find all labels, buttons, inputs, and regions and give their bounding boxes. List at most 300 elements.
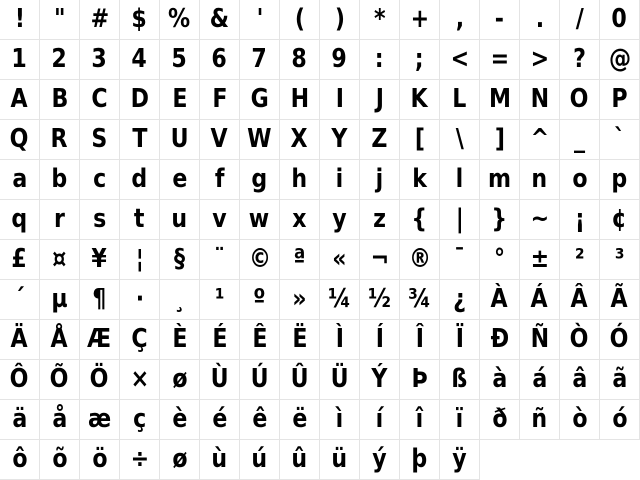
glyph-cell[interactable] [400,160,440,200]
glyph: ¶ [92,284,107,314]
glyph-cell[interactable] [40,160,80,200]
glyph-cell[interactable] [600,280,640,320]
glyph-cell[interactable] [200,80,240,120]
glyph-cell[interactable] [320,240,360,280]
glyph-cell[interactable] [600,400,640,440]
glyph: ¨ [213,244,226,274]
glyph: r [54,204,65,234]
glyph: á [532,364,547,394]
glyph: \ [455,124,464,154]
glyph: N [530,84,549,114]
glyph: ð [491,404,508,434]
glyph-cell[interactable] [480,400,520,440]
glyph: ¦ [135,244,144,274]
glyph-cell[interactable] [480,200,520,240]
glyph-cell[interactable] [80,0,120,40]
glyph-cell[interactable] [40,400,80,440]
glyph-cell[interactable] [280,200,320,240]
glyph-cell[interactable] [320,120,360,160]
glyph: Ö [90,364,109,394]
glyph: J [375,84,384,114]
glyph: 2 [51,44,68,74]
glyph-cell[interactable] [360,40,400,80]
glyph-cell[interactable] [160,240,200,280]
glyph-cell[interactable] [160,200,200,240]
glyph-cell[interactable] [600,320,640,360]
glyph-cell[interactable] [280,280,320,320]
glyph-cell[interactable] [400,360,440,400]
glyph-cell[interactable] [80,40,120,80]
glyph: 1 [11,44,28,74]
glyph: ( [294,4,305,34]
glyph: 8 [291,44,308,74]
glyph-cell[interactable] [200,400,240,440]
glyph-cell[interactable] [400,440,440,480]
glyph-cell[interactable] [560,320,600,360]
glyph-cell[interactable] [120,320,160,360]
glyph: L [452,84,467,114]
glyph-cell[interactable] [400,0,440,40]
glyph: ³ [614,244,625,274]
glyph: * [373,4,386,34]
glyph-cell[interactable] [440,240,480,280]
glyph: ï [455,404,464,434]
glyph-cell[interactable] [120,120,160,160]
glyph: û [291,444,308,474]
glyph: Û [290,364,309,394]
glyph: « [332,244,347,274]
glyph: K [410,84,429,114]
glyph: / [575,4,584,34]
glyph-cell[interactable] [200,440,240,480]
glyph-cell[interactable] [600,80,640,120]
glyph-cell[interactable] [480,160,520,200]
glyph-cell[interactable] [120,160,160,200]
glyph-cell[interactable] [80,280,120,320]
glyph-cell[interactable] [120,440,160,480]
glyph: µ [51,284,68,314]
glyph-cell[interactable] [80,320,120,360]
glyph: Ó [610,324,629,354]
glyph-cell[interactable] [320,280,360,320]
glyph: × [130,364,149,394]
glyph: h [291,164,308,194]
glyph-cell[interactable] [240,120,280,160]
glyph: Ð [490,324,509,354]
glyph-cell[interactable] [560,400,600,440]
glyph-cell[interactable] [0,160,40,200]
glyph-cell[interactable] [480,0,520,40]
glyph-cell[interactable] [240,80,280,120]
glyph: } [491,204,508,234]
glyph-cell[interactable] [240,40,280,80]
glyph: ª [293,244,306,274]
glyph: ? [573,44,586,74]
glyph-cell[interactable] [280,320,320,360]
glyph-cell[interactable] [280,120,320,160]
glyph: z [373,204,386,234]
glyph-cell[interactable] [320,0,360,40]
glyph-cell[interactable] [560,120,600,160]
glyph: Ú [250,364,269,394]
glyph-cell[interactable] [240,400,280,440]
glyph-cell[interactable] [480,120,520,160]
glyph: ° [493,244,506,274]
glyph: b [51,164,68,194]
glyph: + [410,4,429,34]
glyph-cell[interactable] [440,80,480,120]
glyph: ù [211,444,228,474]
glyph: þ [411,444,428,474]
glyph-cell[interactable] [120,400,160,440]
glyph-cell[interactable] [200,280,240,320]
glyph-cell[interactable] [200,160,240,200]
glyph-cell[interactable] [0,40,40,80]
glyph: 6 [211,44,228,74]
glyph-cell[interactable] [560,80,600,120]
glyph: P [611,84,628,114]
glyph-cell[interactable] [600,160,640,200]
glyph-cell[interactable] [200,360,240,400]
glyph: ý [372,444,387,474]
glyph: - [494,4,505,34]
glyph-cell[interactable] [600,240,640,280]
glyph-cell[interactable] [240,0,280,40]
glyph: Ò [570,324,589,354]
glyph-cell[interactable] [160,0,200,40]
glyph-cell[interactable] [200,320,240,360]
glyph-cell[interactable] [400,80,440,120]
glyph-cell[interactable] [400,120,440,160]
glyph: ñ [531,404,548,434]
glyph-cell[interactable] [0,240,40,280]
glyph-cell[interactable] [320,200,360,240]
glyph: » [292,284,307,314]
glyph: f [214,164,225,194]
glyph-cell[interactable] [280,80,320,120]
glyph: ß [451,364,468,394]
glyph-cell[interactable] [40,0,80,40]
glyph-cell[interactable] [400,240,440,280]
glyph-cell[interactable] [120,0,160,40]
glyph-cell[interactable] [600,200,640,240]
glyph: w [249,204,270,234]
glyph: Ý [371,364,388,394]
glyph-cell[interactable] [160,80,200,120]
glyph-cell[interactable] [440,0,480,40]
glyph-cell[interactable] [0,320,40,360]
glyph-cell[interactable] [440,320,480,360]
glyph: Y [331,124,348,154]
glyph: Ê [251,324,268,354]
glyph: ÷ [130,444,149,474]
glyph-cell[interactable] [520,80,560,120]
glyph-cell[interactable] [240,440,280,480]
glyph-cell[interactable] [560,360,600,400]
glyph-cell[interactable] [240,240,280,280]
glyph-cell[interactable] [160,160,200,200]
glyph-cell[interactable] [440,120,480,160]
glyph-cell[interactable] [360,280,400,320]
glyph-cell[interactable] [360,360,400,400]
glyph-cell[interactable] [520,320,560,360]
glyph-cell[interactable] [360,80,400,120]
glyph: I [335,84,344,114]
glyph-cell[interactable] [520,40,560,80]
glyph: î [415,404,424,434]
glyph: 3 [91,44,108,74]
glyph: Ì [335,324,344,354]
glyph-cell[interactable] [0,200,40,240]
glyph-cell[interactable] [440,280,480,320]
glyph-cell[interactable] [80,200,120,240]
glyph: ´ [13,284,26,314]
glyph: | [455,204,464,234]
glyph-cell[interactable] [40,80,80,120]
glyph-cell[interactable] [520,200,560,240]
glyph: % [168,4,191,34]
glyph-cell[interactable] [360,240,400,280]
glyph-cell[interactable] [200,0,240,40]
glyph: O [570,84,589,114]
glyph: Ï [455,324,464,354]
glyph: 7 [251,44,268,74]
glyph-cell[interactable] [160,40,200,80]
glyph: E [171,84,188,114]
glyph-cell[interactable] [40,360,80,400]
glyph-cell[interactable] [600,360,640,400]
glyph-cell[interactable] [120,40,160,80]
glyph: £ [11,244,28,274]
glyph: ë [291,404,307,434]
glyph-cell[interactable] [0,440,40,480]
glyph-cell[interactable] [520,160,560,200]
glyph: 9 [331,44,348,74]
glyph: _ [573,124,586,154]
glyph: ® [408,244,431,274]
glyph-cell[interactable] [40,440,80,480]
glyph-cell[interactable] [160,120,200,160]
glyph-cell[interactable] [240,160,280,200]
glyph-cell[interactable] [400,40,440,80]
glyph-cell[interactable] [320,440,360,480]
glyph-cell[interactable] [280,40,320,80]
glyph: ¾ [408,284,431,314]
glyph-cell[interactable] [200,40,240,80]
glyph-cell[interactable] [480,280,520,320]
glyph: ¢ [611,204,628,234]
glyph: ) [334,4,345,34]
glyph-cell[interactable] [40,320,80,360]
glyph-cell[interactable] [120,80,160,120]
glyph: Æ [87,324,112,354]
glyph-cell[interactable] [520,360,560,400]
glyph-cell[interactable] [120,360,160,400]
glyph: a [12,164,27,194]
glyph-cell[interactable] [520,120,560,160]
glyph-cell[interactable] [240,320,280,360]
glyph: ¹ [214,284,225,314]
glyph-cell[interactable] [160,360,200,400]
glyph: É [211,324,228,354]
glyph: Á [530,284,549,314]
glyph-cell[interactable] [560,280,600,320]
glyph: § [173,244,186,274]
glyph-cell[interactable] [400,320,440,360]
glyph-cell[interactable] [600,40,640,80]
glyph-cell[interactable] [280,240,320,280]
glyph-cell[interactable] [560,240,600,280]
glyph-cell[interactable] [0,280,40,320]
glyph: n [531,164,548,194]
glyph-cell[interactable] [600,120,640,160]
glyph-cell[interactable] [120,280,160,320]
glyph-cell[interactable] [240,280,280,320]
glyph-cell[interactable] [600,0,640,40]
glyph-cell[interactable] [160,400,200,440]
glyph-cell[interactable] [320,360,360,400]
glyph-cell[interactable] [560,40,600,80]
glyph-cell[interactable] [0,0,40,40]
glyph-cell[interactable] [400,400,440,440]
glyph-cell[interactable] [80,120,120,160]
glyph: D [130,84,149,114]
glyph-cell[interactable] [440,40,480,80]
glyph-cell[interactable] [80,240,120,280]
glyph-cell[interactable] [160,280,200,320]
glyph: [ [414,124,425,154]
glyph: $ [131,4,148,34]
glyph: A [10,84,29,114]
glyph-cell[interactable] [0,120,40,160]
glyph-cell[interactable] [80,440,120,480]
glyph-cell[interactable] [360,160,400,200]
glyph: Õ [50,364,69,394]
glyph-cell[interactable] [0,360,40,400]
glyph-cell[interactable] [440,440,480,480]
glyph-cell[interactable] [520,0,560,40]
glyph-cell[interactable] [560,160,600,200]
glyph-cell[interactable] [40,120,80,160]
glyph-cell[interactable] [280,160,320,200]
glyph: â [572,364,587,394]
glyph-cell[interactable] [440,160,480,200]
glyph: p [611,164,628,194]
glyph-cell[interactable] [480,240,520,280]
glyph-cell[interactable] [320,40,360,80]
glyph-cell[interactable] [240,360,280,400]
glyph-cell[interactable] [240,200,280,240]
glyph: U [170,124,189,154]
glyph: l [455,164,464,194]
glyph-cell[interactable] [400,200,440,240]
glyph: x [292,204,307,234]
glyph-cell[interactable] [40,240,80,280]
glyph-cell[interactable] [0,400,40,440]
glyph-cell[interactable] [440,200,480,240]
glyph-cell[interactable] [440,400,480,440]
glyph: @ [608,44,631,74]
glyph-cell[interactable] [280,360,320,400]
glyph-cell[interactable] [160,320,200,360]
glyph-cell[interactable] [480,40,520,80]
glyph: Ë [291,324,308,354]
glyph-cell[interactable] [360,320,400,360]
glyph-cell[interactable] [120,200,160,240]
glyph-cell[interactable] [360,200,400,240]
glyph-cell[interactable] [520,400,560,440]
glyph-cell[interactable] [40,280,80,320]
glyph-cell[interactable] [280,440,320,480]
glyph: ' [256,4,263,34]
glyph-cell[interactable] [0,80,40,120]
empty-cell [560,440,600,480]
glyph-cell[interactable] [560,0,600,40]
glyph-cell[interactable] [560,200,600,240]
glyph-cell[interactable] [200,120,240,160]
glyph-cell[interactable] [280,0,320,40]
empty-cell [480,440,520,480]
glyph-cell[interactable] [80,80,120,120]
glyph-cell[interactable] [80,160,120,200]
glyph-cell[interactable] [320,400,360,440]
glyph-cell[interactable] [480,360,520,400]
glyph-cell[interactable] [400,280,440,320]
glyph: 0 [611,4,628,34]
glyph: ÿ [452,444,467,474]
glyph-cell[interactable] [80,400,120,440]
glyph: ø [171,444,188,474]
glyph: õ [51,444,68,474]
glyph-cell[interactable] [480,80,520,120]
glyph-cell[interactable] [360,440,400,480]
glyph: ò [571,404,588,434]
glyph: m [487,164,512,194]
glyph-cell[interactable] [200,200,240,240]
glyph: q [11,204,28,234]
glyph: ^ [530,124,549,154]
glyph: Þ [411,364,428,394]
glyph-cell[interactable] [320,160,360,200]
glyph-cell[interactable] [360,0,400,40]
glyph-cell[interactable] [40,40,80,80]
glyph: W [247,124,272,154]
glyph: ã [612,364,627,394]
glyph-cell[interactable] [440,360,480,400]
glyph-cell[interactable] [320,320,360,360]
glyph-cell[interactable] [160,440,200,480]
glyph: 4 [131,44,148,74]
glyph-cell[interactable] [120,240,160,280]
glyph-cell[interactable] [80,360,120,400]
glyph: ø [171,364,188,394]
glyph-cell[interactable] [200,240,240,280]
glyph: í [375,404,384,434]
glyph-cell[interactable] [520,280,560,320]
glyph: S [91,124,108,154]
glyph-cell[interactable] [360,120,400,160]
glyph: ü [331,444,348,474]
glyph: é [211,404,227,434]
glyph-cell[interactable] [320,80,360,120]
glyph: ¡ [574,204,585,234]
glyph-cell[interactable] [520,240,560,280]
glyph-cell[interactable] [280,400,320,440]
glyph-cell[interactable] [480,320,520,360]
glyph-cell[interactable] [360,400,400,440]
glyph-cell[interactable] [40,200,80,240]
glyph: < [450,44,469,74]
